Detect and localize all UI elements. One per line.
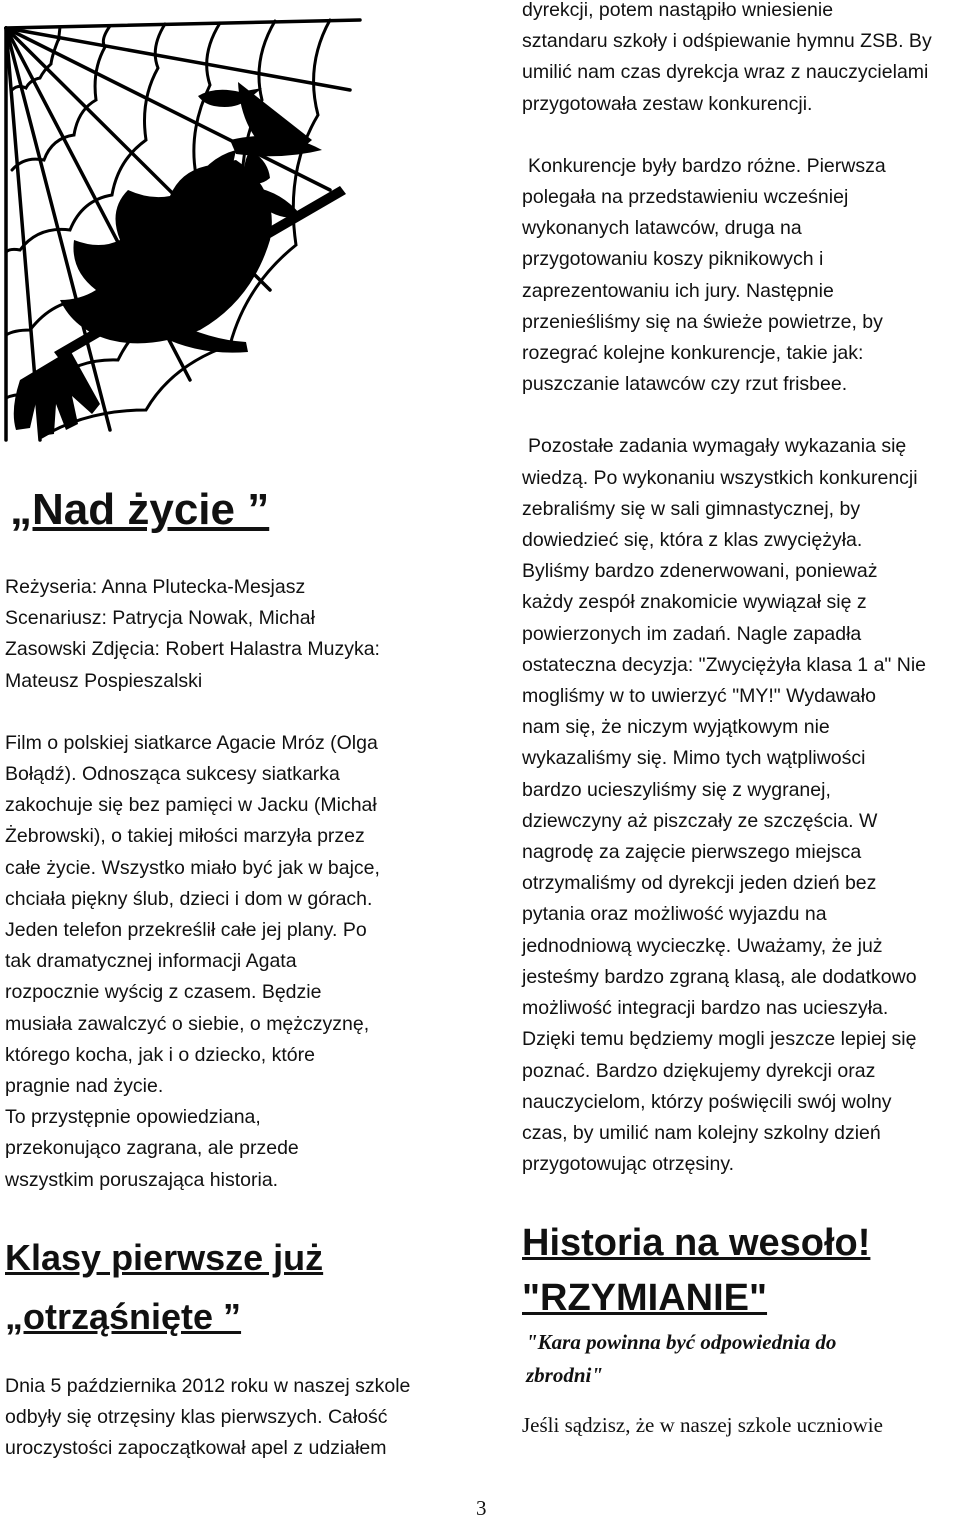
article-line: powierzonych im zadań. Nagle zapadła bbox=[522, 622, 862, 645]
article-line: Byliśmy bardzo zdenerwowani, ponieważ bbox=[522, 560, 878, 583]
credits-line: Zasowski Zdjęcia: Robert Halastra Muzyka: bbox=[5, 638, 380, 661]
description-line: pragnie nad życie. bbox=[5, 1075, 164, 1098]
article-line: Konkurencje były bardzo różne. Pierwsza bbox=[528, 154, 886, 177]
description-line: tak dramatycznej informacji Agata bbox=[5, 950, 297, 973]
description-line: całe życie. Wszystko miało być jak w bajce, bbox=[5, 856, 380, 879]
description-line: zakochuje się bez pamięci w Jacku (Michał bbox=[5, 794, 377, 817]
otrzesiny-paragraph-1 bbox=[522, 0, 958, 120]
article-line: zaprezentowaniu ich jury. Następnie bbox=[522, 279, 834, 302]
page-number: 3 bbox=[476, 1496, 487, 1520]
article-line: przenieśliśmy się na świeże powietrze, by bbox=[522, 310, 883, 333]
description-line: rozpocznie wyścig z czasem. Będzie bbox=[5, 981, 322, 1004]
right-column bbox=[522, 0, 958, 1440]
description-line: Żebrowski), o takiej miłości marzyła przez bbox=[5, 825, 365, 848]
article-line: poznać. Bardzo dziękujemy dyrekcji oraz bbox=[522, 1059, 876, 1082]
article-line: przygotowując otrzęsiny. bbox=[522, 1153, 735, 1176]
article-line: mogliśmy w to uwierzyć "MY!" Wydawało bbox=[522, 685, 876, 708]
article-line: zebraliśmy się w sali gimnastycznej, by bbox=[522, 497, 861, 520]
description-line: musiała zawalczyć o siebie, o mężczyznę, bbox=[5, 1012, 370, 1035]
article-line: możliwość integracji bardzo nas ucieszyła. bbox=[522, 997, 889, 1020]
credits-line: Mateusz Pospieszalski bbox=[5, 669, 203, 692]
film-title: „Nad życie ” bbox=[10, 485, 270, 534]
description-line: przekonująco zagrana, ale przede bbox=[5, 1137, 299, 1160]
otrzesiny-paragraph-3 bbox=[522, 431, 958, 1180]
otrzesiny-article-start bbox=[5, 1371, 475, 1465]
article-line: ostateczna decyzja: "Zwyciężyła klasa 1 a" Nie bbox=[522, 653, 927, 676]
film-description bbox=[5, 728, 475, 1196]
left-column bbox=[5, 470, 475, 1464]
film-credits bbox=[5, 572, 475, 697]
otrzesiny-title-line: „otrząśnięte ” bbox=[5, 1295, 242, 1337]
article-line: sztandaru szkoły i odśpiewanie hymnu ZSB. By bbox=[522, 30, 932, 53]
description-line: To przystępnie opowiedziana, bbox=[5, 1106, 261, 1129]
historia-article-start: Jeśli sądzisz, że w naszej szkole uczniowie bbox=[522, 1413, 883, 1438]
description-line: Bołądź). Odnosząca sukcesy siatkarka bbox=[5, 763, 340, 786]
article-line: umilić nam czas dyrekcja wraz z nauczycielami bbox=[522, 61, 929, 84]
article-line: czas, by umilić nam kolejny szkolny dzień bbox=[522, 1121, 881, 1144]
description-line: chciała piękny ślub, dzieci i dom w górach. bbox=[5, 887, 373, 910]
article-line: wykazaliśmy się. Mimo tych wątpliwości bbox=[522, 747, 866, 770]
article-line: bardzo ucieszyliśmy się z wygranej, bbox=[522, 778, 831, 801]
otrzesiny-paragraph-2 bbox=[522, 151, 958, 401]
article-line: wiedzą. Po wykonaniu wszystkich konkurencji bbox=[522, 466, 918, 489]
quote-line: "Kara powinna być odpowiednia do bbox=[526, 1330, 837, 1355]
article-line: jesteśmy bardzo zgraną klasą, ale dodatkowo bbox=[522, 965, 917, 988]
article-line: nauczycielom, którzy poświęcili swój wolny bbox=[522, 1090, 892, 1113]
description-line: Jeden telefon przekreślił całe jej plany. Po bbox=[5, 919, 367, 942]
article-line: jednodniową wycieczkę. Uważamy, że już bbox=[522, 934, 883, 957]
article-line: dyrekcji, potem nastąpiło wniesienie bbox=[522, 0, 834, 21]
article-line: puszczanie latawców czy rzut frisbee. bbox=[522, 373, 848, 396]
credits-line: Scenariusz: Patrycja Nowak, Michał bbox=[5, 607, 315, 630]
article-line: uroczystości zapoczątkował apel z udziałem bbox=[5, 1437, 387, 1460]
rzymianie-title: "RZYMIANIE" bbox=[522, 1277, 768, 1320]
article-line: wykonanych latawców, druga na bbox=[522, 217, 802, 240]
article-line: pytania oraz możliwość wyjazdu na bbox=[522, 903, 827, 926]
article-line: nagrodę za zajęcie pierwszego miejsca bbox=[522, 841, 862, 864]
article-line: każdy zespół znakomicie wywiązał się z bbox=[522, 591, 867, 614]
article-line: przygotowała zestaw konkurencji. bbox=[522, 92, 813, 115]
description-line: którego kocha, jak i o dziecko, które bbox=[5, 1043, 315, 1066]
article-line: dowiedzieć się, która z klas zwyciężyła. bbox=[522, 529, 863, 552]
article-line: odbyły się otrzęsiny klas pierwszych. Całość bbox=[5, 1406, 388, 1429]
article-line: polegała na przedstawieniu wcześniej bbox=[522, 186, 849, 209]
article-line: rozegrać kolejne konkurencje, takie jak: bbox=[522, 342, 864, 365]
otrzesiny-title-line: Klasy pierwsze już bbox=[5, 1236, 324, 1278]
article-line: nam się, że niczym wyjątkowym nie bbox=[522, 716, 830, 739]
description-line: Film o polskiej siatkarce Agacie Mróz (Olga bbox=[5, 731, 378, 754]
article-line: Dnia 5 października 2012 roku w naszej szkole bbox=[5, 1374, 411, 1397]
quote-line: zbrodni" bbox=[526, 1363, 604, 1388]
article-line: przygotowaniu koszy piknikowych i bbox=[522, 248, 824, 271]
witch-on-broom-with-spiderweb-icon bbox=[0, 0, 440, 450]
article-line: Pozostałe zadania wymagały wykazania się bbox=[528, 435, 907, 458]
article-line: dziewczyny aż piszczały ze szczęścia. W bbox=[522, 809, 878, 832]
article-line: otrzymaliśmy od dyrekcji jeden dzień bez bbox=[522, 872, 877, 895]
historia-title: Historia na wesoło! bbox=[522, 1222, 871, 1265]
article-line: Dzięki temu będziemy mogli jeszcze lepiej się bbox=[522, 1028, 917, 1051]
credits-line: Reżyseria: Anna Plutecka-Mesjasz bbox=[5, 576, 306, 598]
otrzesiny-title bbox=[5, 1228, 475, 1346]
description-line: wszystkim poruszająca historia. bbox=[5, 1168, 279, 1191]
